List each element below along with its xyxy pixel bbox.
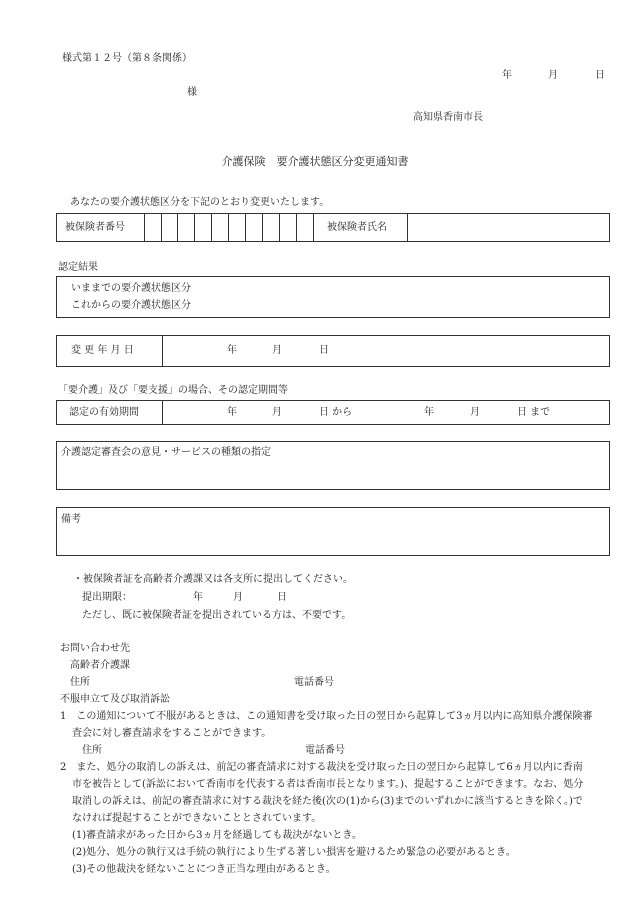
- notice-line1: ・被保険者証を高齢者介護課又は各支所に提出してください。: [73, 574, 353, 585]
- digit-box-end: [313, 214, 314, 241]
- insured-number-label: 被保険者番号: [65, 221, 125, 233]
- opinion-label: 介護認定審査会の意見・サービスの種類の指定: [61, 447, 271, 458]
- appeal-item2: (2)処分、処分の執行又は手続の執行により生ずる著しい損害を避けるため緊急の必要があるとき。: [72, 847, 516, 858]
- digit-box[interactable]: [161, 214, 162, 241]
- notice-deadline-year: 年: [193, 592, 203, 603]
- digit-box[interactable]: [177, 214, 178, 241]
- contact-dept: 高齢者介護課: [70, 660, 130, 671]
- appeal-p1-address: 住所: [82, 745, 102, 756]
- digit-box[interactable]: [279, 214, 280, 241]
- appeal-heading: 不服申立て及び取消訴訟: [60, 694, 170, 705]
- date-year-label: 年: [502, 70, 512, 81]
- date-month-label: 月: [548, 70, 558, 81]
- digit-box[interactable]: [194, 214, 195, 241]
- remarks-box[interactable]: [56, 507, 610, 556]
- digit-box[interactable]: [144, 214, 145, 241]
- insured-name-field[interactable]: [407, 214, 408, 241]
- appeal-p2-line4: なければ提起することができないこととされています。: [72, 813, 322, 824]
- appeal-p1-line1: 1 この通知について不服があるときは、この通知書を受け取った日の翌日から起算して3ヵ月以内に高知県介護保険審: [60, 711, 593, 722]
- intro-text: あなたの要介護状態区分を下記のとおり変更いたします。: [70, 197, 330, 208]
- form-number: 様式第１２号（第８条関係）: [62, 53, 192, 64]
- page-title: 介護保険 要介護状態区分変更通知書: [221, 155, 409, 168]
- previous-level-label: いままでの要介護状態区分: [71, 283, 191, 294]
- insured-name-label: 被保険者氏名: [327, 221, 387, 233]
- insured-info-row: [56, 213, 610, 242]
- divider: [162, 401, 163, 424]
- notice-deadline-month: 月: [233, 592, 243, 603]
- appeal-p2-line1: 2 また、処分の取消しの訴えは、前記の審査請求に対する裁決を受け取った日の翌日から起算して6ヵ月以内に香南: [60, 762, 583, 773]
- appeal-p2-line3: 取消しの訴えは、前記の審査請求に対する裁決を経た後(次の(1)から(3)までのいずれかに該当するときを除く。)で: [72, 796, 583, 807]
- change-date-year: 年: [227, 345, 237, 356]
- date-day-label: 日: [595, 70, 605, 81]
- new-level-label: これからの要介護状態区分: [71, 300, 191, 311]
- period-to-day: 日 まで: [517, 406, 551, 418]
- period-to-year: 年: [424, 406, 434, 418]
- digit-box[interactable]: [262, 214, 263, 241]
- change-date-day: 日: [319, 345, 329, 356]
- period-label: 認定の有効期間: [69, 406, 139, 418]
- appeal-item1: (1)審査請求があった日から3ヵ月を経過しても裁決がないとき。: [72, 830, 363, 841]
- appeal-p1-line2: 査会に対し審査請求をすることができます。: [72, 728, 272, 739]
- period-row: [56, 400, 610, 425]
- divider: [162, 336, 163, 366]
- change-date-row: [56, 335, 610, 367]
- digit-box[interactable]: [245, 214, 246, 241]
- period-heading: 「要介護」及び「要支援」の場合、その認定期間等: [58, 385, 288, 396]
- notice-deadline-label: 提出期限：: [82, 592, 132, 603]
- change-date-label: 変 更 年 月 日: [71, 345, 134, 356]
- contact-phone-label: 電話番号: [294, 677, 334, 688]
- recipient-suffix: 様: [187, 87, 197, 98]
- appeal-p2-line2: 市を被告として(訴訟において香南市を代表する者は香南市長となります。)、提起することができます。なお、処分: [72, 779, 584, 790]
- result-box: [56, 276, 610, 318]
- digit-box[interactable]: [211, 214, 212, 241]
- appeal-item3: (3)その他裁決を経ないことにつき正当な理由があるとき。: [72, 864, 336, 875]
- period-to-month: 月: [470, 406, 480, 418]
- opinion-box[interactable]: [56, 441, 610, 490]
- issuer: 高知県香南市長: [413, 112, 483, 123]
- change-date-month: 月: [272, 345, 282, 356]
- contact-heading: お問い合わせ先: [60, 643, 130, 654]
- contact-address-label: 住所: [70, 677, 90, 688]
- notice-line3: ただし、既に被保険者証を提出されている方は、不要です。: [82, 610, 352, 621]
- appeal-p1-phone: 電話番号: [305, 745, 345, 756]
- period-from-year: 年: [227, 406, 237, 418]
- result-heading: 認定結果: [58, 262, 98, 273]
- period-from-day: 日 から: [319, 406, 353, 418]
- digit-box[interactable]: [228, 214, 229, 241]
- notice-deadline-day: 日: [277, 592, 287, 603]
- digit-box[interactable]: [296, 214, 297, 241]
- period-from-month: 月: [272, 406, 282, 418]
- remarks-label: 備考: [61, 514, 81, 525]
